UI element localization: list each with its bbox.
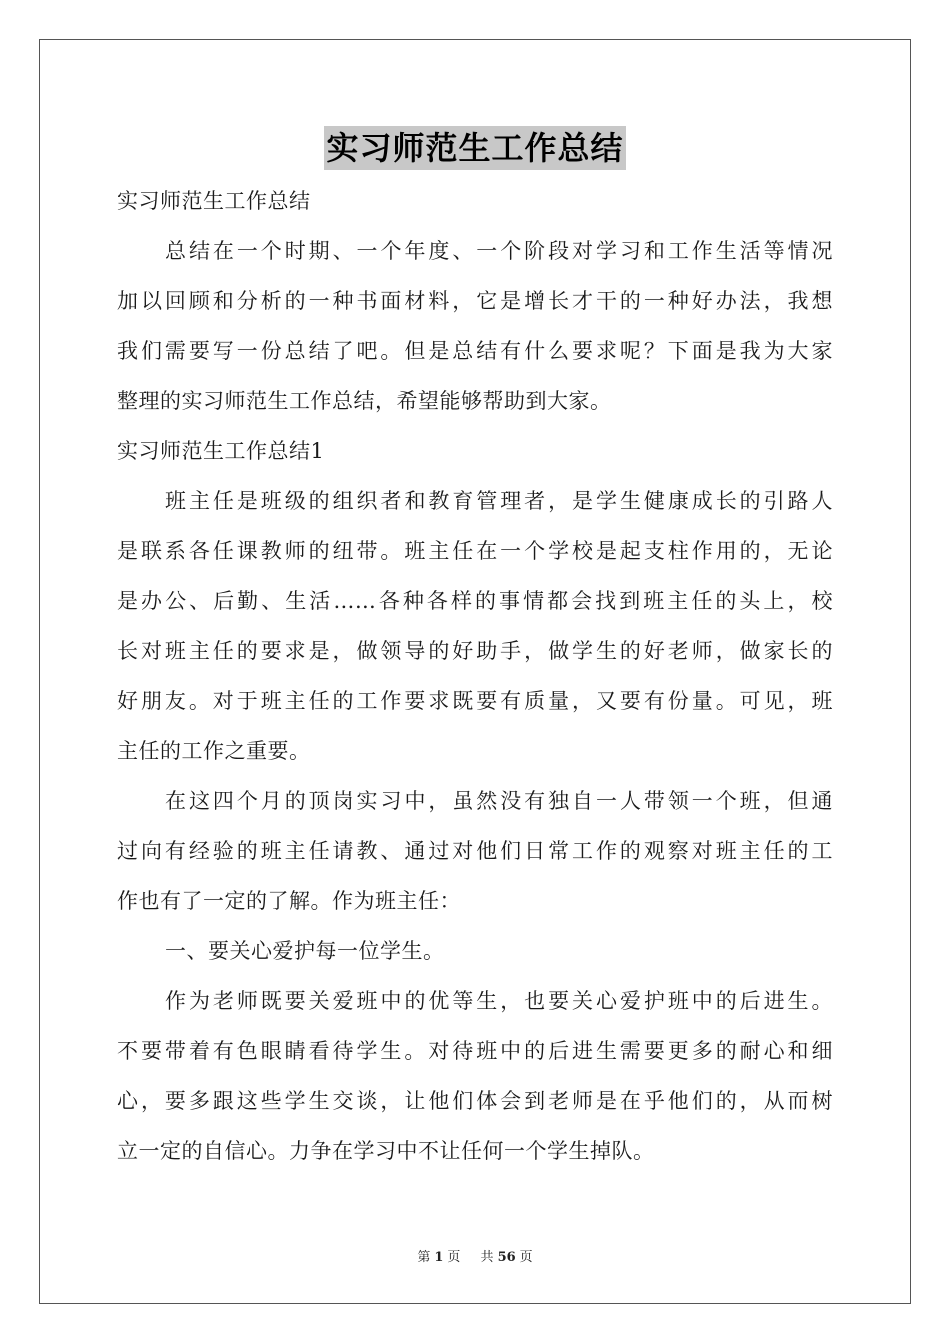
text-line: 整理的实习师范生工作总结，希望能够帮助到大家。 bbox=[117, 389, 612, 413]
text-line: 实习师范生工作总结1 bbox=[117, 439, 325, 463]
text-line: 一、要关心爱护每一位学生。 bbox=[165, 939, 445, 963]
text-line: 过向有经验的班主任请教、通过对他们日常工作的观察对班主任的工 bbox=[117, 839, 833, 863]
text-line: 作也有了一定的了解。作为班主任： bbox=[117, 889, 461, 913]
total-suffix: 页 bbox=[519, 1250, 533, 1265]
text-line: 加以回顾和分析的一种书面材料，它是增长才干的一种好办法，我想 bbox=[117, 289, 833, 313]
page-suffix: 页 bbox=[447, 1250, 461, 1265]
text-line: 实习师范生工作总结 bbox=[117, 189, 311, 213]
total-prefix: 共 bbox=[480, 1250, 494, 1265]
document-body bbox=[117, 176, 833, 1176]
text-line: 立一定的自信心。力争在学习中不让任何一个学生掉队。 bbox=[117, 1139, 655, 1163]
text-line: 长对班主任的要求是，做领导的好助手，做学生的好老师，做家长的 bbox=[117, 639, 833, 663]
text-line: 在这四个月的顶岗实习中，虽然没有独自一人带领一个班，但通 bbox=[165, 789, 833, 813]
text-line: 心，要多跟这些学生交谈，让他们体会到老师是在乎他们的，从而树 bbox=[117, 1089, 833, 1113]
text-line: 好朋友。对于班主任的工作要求既要有质量，又要有份量。可见，班 bbox=[117, 689, 833, 713]
document-title: 实习师范生工作总结 bbox=[324, 126, 625, 170]
text-line: 我们需要写一份总结了吧。但是总结有什么要求呢？下面是我为大家 bbox=[117, 339, 833, 363]
text-line: 总结在一个时期、一个年度、一个阶段对学习和工作生活等情况 bbox=[165, 239, 833, 263]
text-line: 不要带着有色眼睛看待学生。对待班中的后进生需要更多的耐心和细 bbox=[117, 1039, 833, 1063]
page-footer bbox=[0, 1246, 950, 1265]
text-line: 是办公、后勤、生活……各种各样的事情都会找到班主任的头上，校 bbox=[117, 589, 833, 613]
title-container bbox=[0, 126, 950, 170]
page-prefix: 第 bbox=[417, 1250, 431, 1265]
text-line: 是联系各任课教师的纽带。班主任在一个学校是起支柱作用的，无论 bbox=[117, 539, 833, 563]
text-line: 作为老师既要关爱班中的优等生，也要关心爱护班中的后进生。 bbox=[165, 989, 833, 1013]
page-indicator bbox=[413, 1250, 464, 1265]
total-pages-indicator bbox=[477, 1250, 537, 1265]
text-line: 主任的工作之重要。 bbox=[117, 739, 311, 763]
page-number: 1 bbox=[434, 1250, 444, 1265]
total-pages: 56 bbox=[497, 1250, 516, 1265]
text-line: 班主任是班级的组织者和教育管理者，是学生健康成长的引路人 bbox=[165, 489, 833, 513]
